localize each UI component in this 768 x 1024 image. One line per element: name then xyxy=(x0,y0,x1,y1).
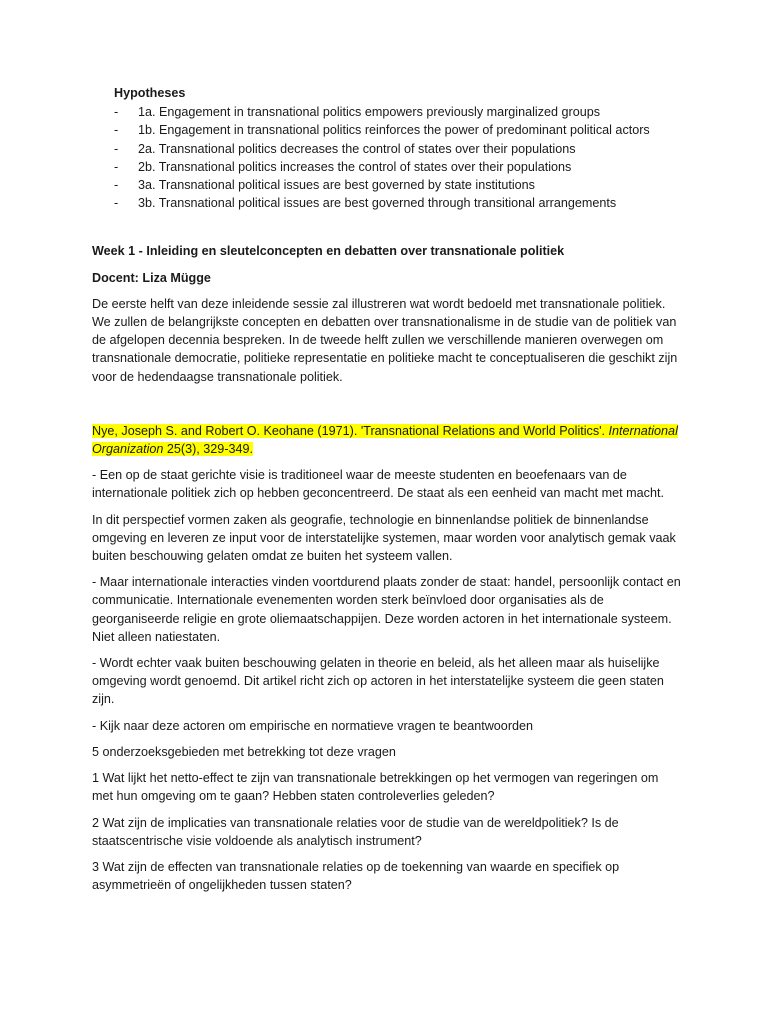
hypothesis-text: 3b. Transnational political issues are best governed through transitional arrangements xyxy=(138,196,617,211)
note-paragraph: In dit perspectief vormen zaken als geografie, technologie en binnenlandse politiek de binnenlandse omgeving en leveren ze input voor de interstatelijke systemen, maar worden voor analytisch gemak vaak buiten beschouwing gelaten omdat ze buiten het systeem vallen. xyxy=(92,512,676,564)
hypothesis-item xyxy=(92,158,682,176)
note-paragraph: - Kijk naar deze actoren om empirische en normatieve vragen te beantwoorden xyxy=(92,718,534,733)
question-paragraph: 2 Wat zijn de implicaties van transnationale relaties voor de studie van de wereldpolitiek? Is de staatscentrische visie voldoende als analytisch instrument? xyxy=(92,815,619,848)
hypotheses-heading: Hypotheses xyxy=(114,86,186,100)
hypothesis-item xyxy=(92,140,682,158)
note-paragraph: - Maar internationale interacties vinden voortdurend plaats zonder de staat: handel, persoonlijk contact en communicatie. Internationale evenementen worden sterk beïnvloed door organisaties als de georganiseerde religie en grote oliemaatschappijen. Deze worden actoren in het internationale systeem. Niet alleen natiestaten. xyxy=(92,575,681,644)
reference-details: 25(3), 329-349. xyxy=(163,442,254,457)
hypothesis-item xyxy=(92,194,682,212)
hypothesis-item xyxy=(92,121,682,139)
document-content xyxy=(92,84,682,894)
reference-authors: Nye, Joseph S. and Robert O. Keohane (1971). 'Transnational Relations and World Politics'. xyxy=(92,423,609,438)
question-paragraph: 1 Wat lijkt het netto-effect te zijn van transnationale betrekkingen op het vermogen van regeringen om met hun omgeving om te gaan? Hebben staten controleverlies geleden? xyxy=(92,771,659,804)
hypothesis-text: 1b. Engagement in transnational politics reinforces the power of predominant political actors xyxy=(138,123,650,138)
intro-paragraph: De eerste helft van deze inleidende sessie zal illustreren wat wordt bedoeld met transnationale politiek. We zullen de belangrijkste concepten en debatten over transnationalisme in de studie van de politiek van de afgelopen decennia bespreken. In de tweede helft zullen we verschillende manieren overwegen om transnationale democratie, politieke representatie en politieke macht te conceptualiseren die geschikt zijn voor de hedendaagse transnationale politiek. xyxy=(92,296,678,384)
list-dash: - xyxy=(114,159,119,174)
docent-line: Docent: Liza Mügge xyxy=(92,270,211,285)
hypothesis-item xyxy=(92,176,682,194)
note-paragraph: 5 onderzoeksgebieden met betrekking tot deze vragen xyxy=(92,744,396,759)
list-dash: - xyxy=(114,105,119,120)
reference-citation xyxy=(92,422,682,458)
reference-journal: International Organization xyxy=(92,423,678,457)
question-paragraph: 3 Wat zijn de effecten van transnationale relaties op de toekenning van waarde en specifiek op asymmetrieën of ongelijkheden tussen staten? xyxy=(92,859,620,893)
hypotheses-list xyxy=(92,103,682,212)
note-paragraph: - Wordt echter vaak buiten beschouwing gelaten in theorie en beleid, als het alleen maar als huiselijke omgeving wordt genoemd. Dit artikel richt zich op actoren in het interstatelijke systeem die geen staten zijn. xyxy=(92,656,664,707)
hypothesis-item xyxy=(92,103,682,121)
list-dash: - xyxy=(114,196,119,211)
list-dash: - xyxy=(114,123,119,138)
note-paragraph: - Een op de staat gerichte visie is traditioneel waar de meeste studenten en beoefenaars van de internationale politiek zich op hebben geconcentreerd. De staat als een eenheid van macht met macht. xyxy=(92,468,664,501)
week-heading: Week 1 - Inleiding en sleutelconcepten en debatten over transnationale politiek xyxy=(92,244,565,259)
hypothesis-text: 2b. Transnational politics increases the control of states over their populations xyxy=(138,159,572,174)
hypothesis-text: 1a. Engagement in transnational politics empowers previously marginalized groups xyxy=(138,105,601,120)
hypothesis-text: 2a. Transnational politics decreases the control of states over their populations xyxy=(138,141,576,156)
hypothesis-text: 3a. Transnational political issues are best governed by state institutions xyxy=(138,178,535,193)
list-dash: - xyxy=(114,178,119,193)
list-dash: - xyxy=(114,141,119,156)
